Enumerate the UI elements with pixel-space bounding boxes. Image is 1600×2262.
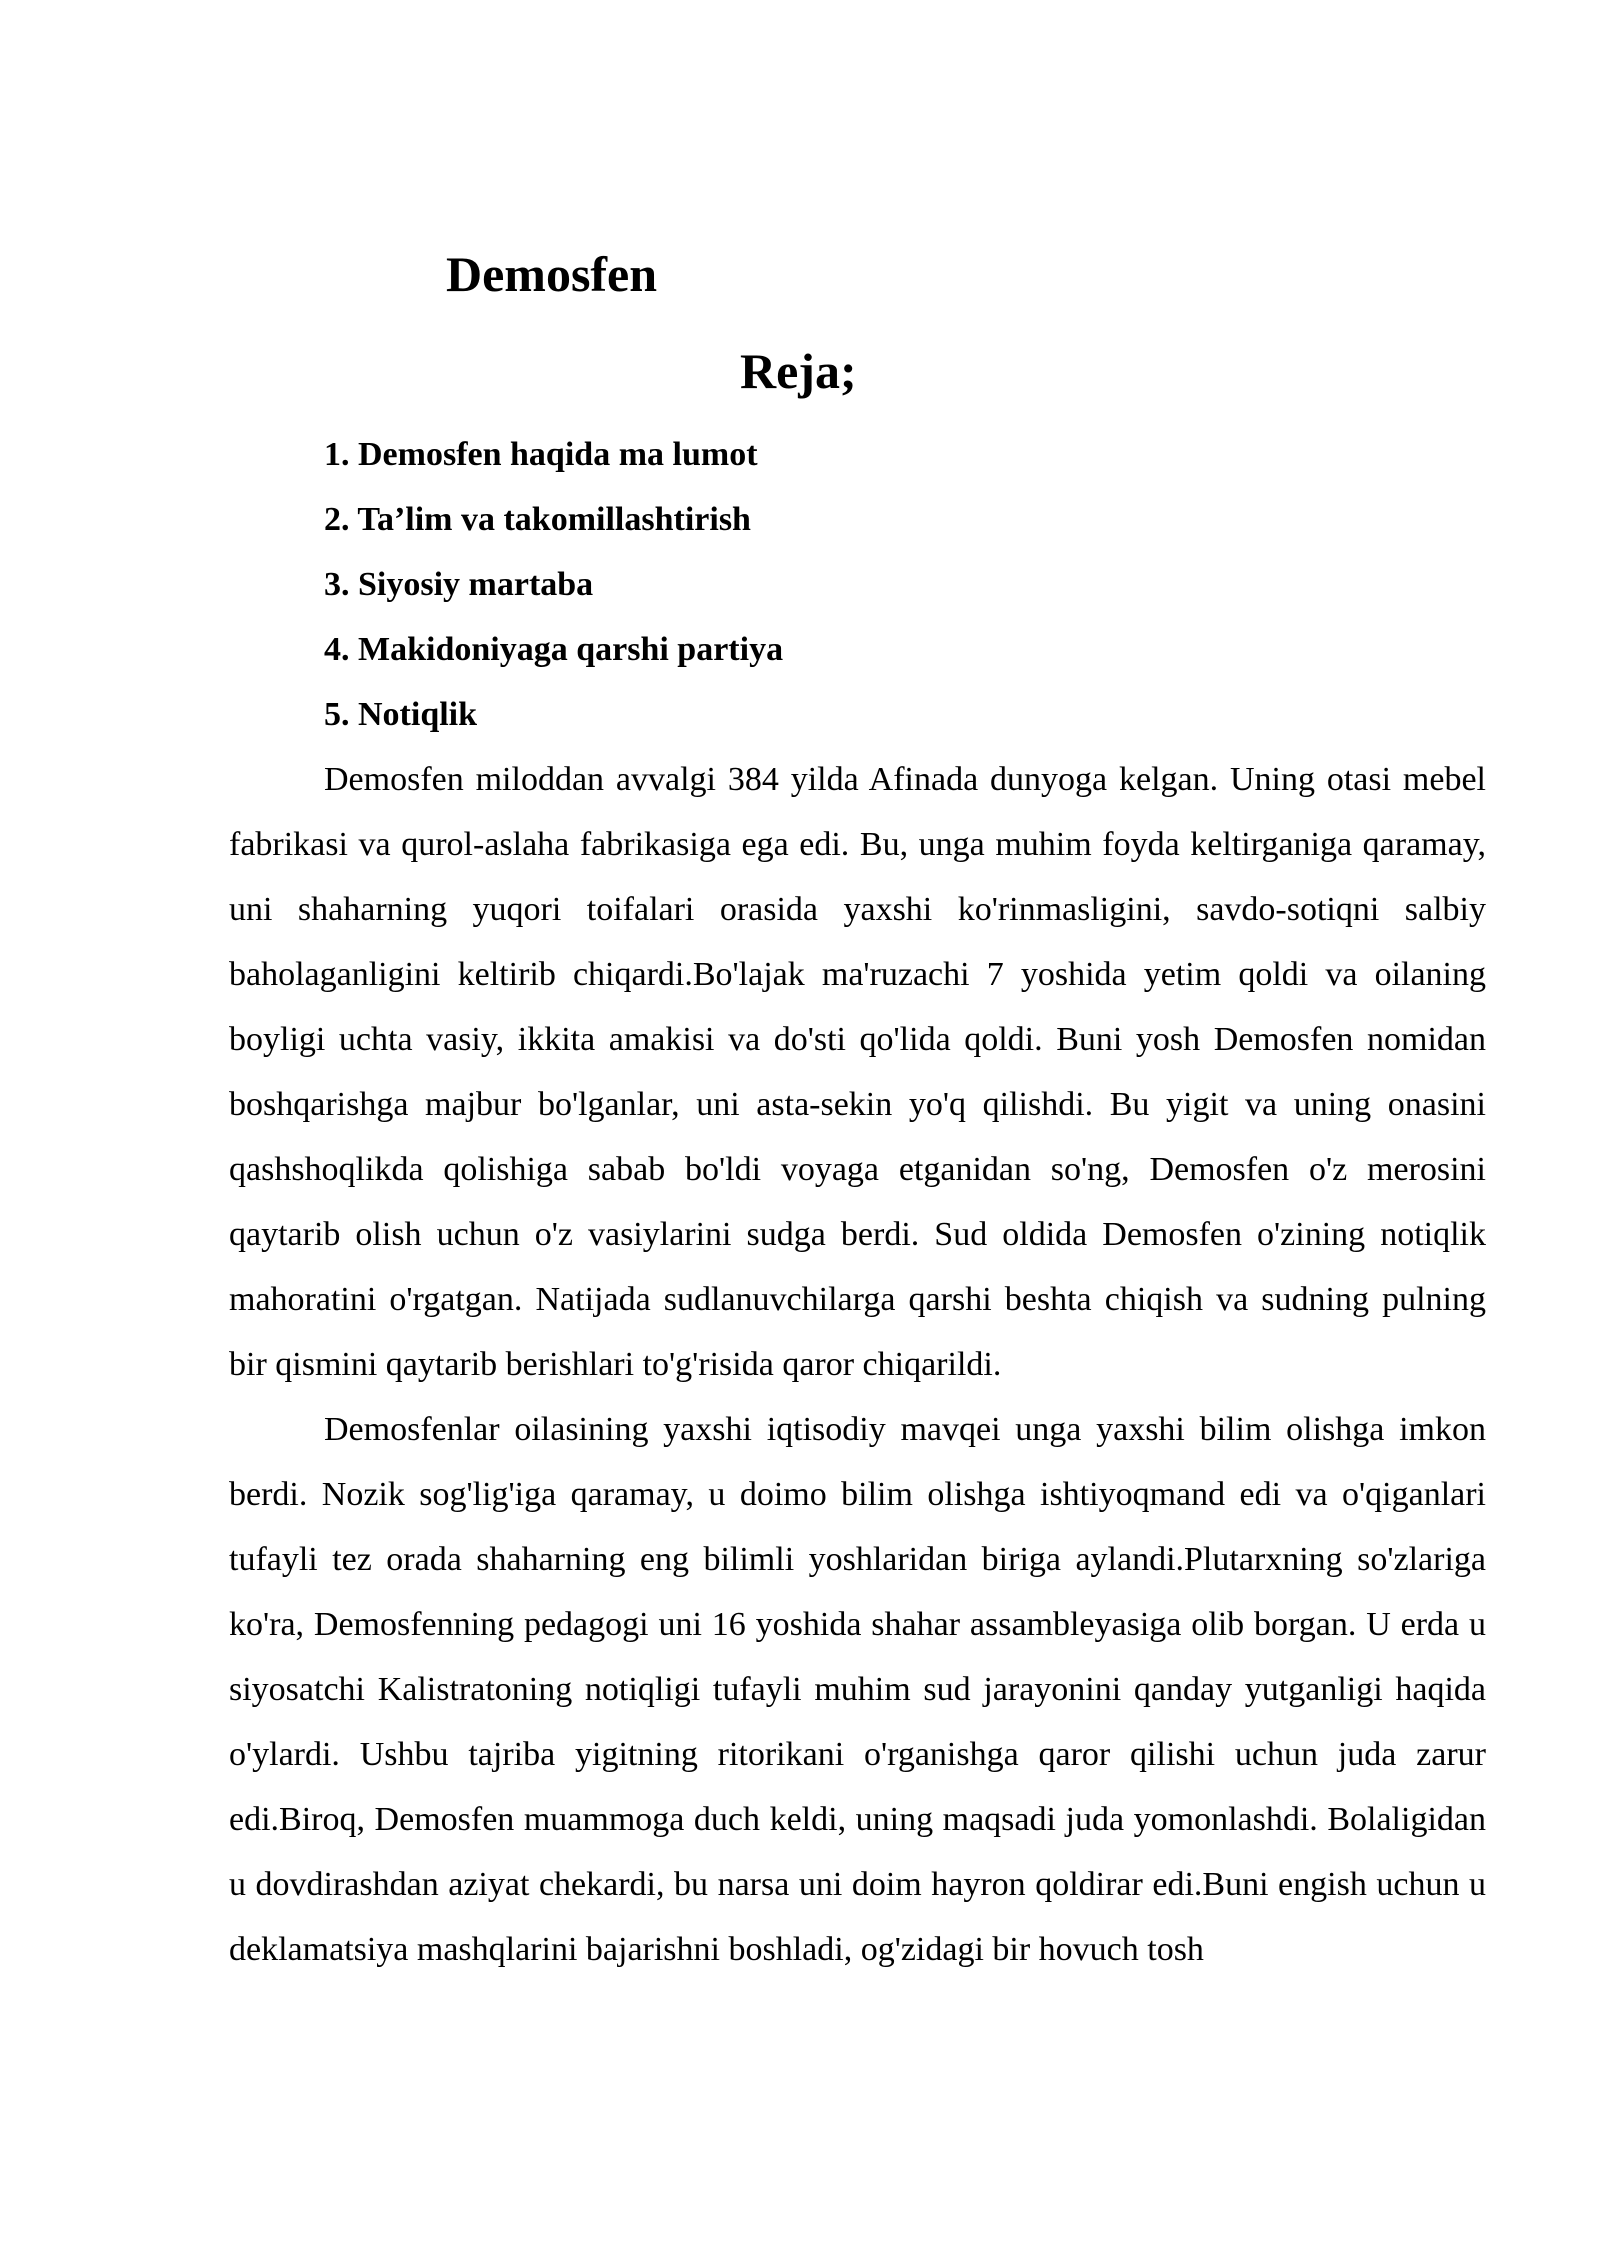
plan-item: 3. Siyosiy martaba — [324, 566, 594, 603]
plan-heading: Reja; — [740, 343, 857, 399]
plan-item: 2. Ta’lim va takomillashtirish — [324, 501, 751, 538]
paragraph: Demosfenlar oilasining yaxshi iqtisodiy mavqei unga yaxshi bilim olishga imkon berdi. Nozik sog'lig'iga qaramay, u doimo bilim olishga ishtiyoqmand edi va o'qiganlari tufayli tez orada shaharning eng bilimli yoshlaridan biriga aylandi.Plutarxning so'zlariga ko'ra, Demosfenning pedagogi uni 16 yoshida shahar assambleyasiga olib borgan. U erda u siyosatchi Kalistratoning notiqligi tufayli muhim sud jarayonini qanday yutganligi haqida o'ylardi. Ushbu tajriba yigitning ritorikani o'rganishga qaror qilishi uchun juda zarur edi.Biroq, Demosfen muammoga duch keldi, uning maqsadi juda yomonlashdi. Bolaligidan u dovdirashdan aziyat chekardi, bu narsa uni doim hayron qoldirar edi.Buni engish uchun u deklamatsiya mashqlarini bajarishni boshladi, og'zidagi bir hovuch tosh — [229, 1411, 1486, 1968]
body-text — [229, 747, 1486, 1982]
plan-item: 1. Demosfen haqida ma lumot — [324, 436, 758, 473]
plan-item: 4. Makidoniyaga qarshi partiya — [324, 631, 784, 668]
plan-list — [324, 422, 783, 747]
document-title: Demosfen — [446, 246, 658, 302]
paragraph: Demosfen miloddan avvalgi 384 yilda Afinada dunyoga kelgan. Uning otasi mebel fabrikasi va qurol-aslaha fabrikasiga ega edi. Bu, unga muhim foyda keltirganiga qaramay, uni shaharning yuqori toifalari orasida yaxshi ko'rinmasligini, savdo-sotiqni salbiy baholaganligini keltirib chiqardi.Bo'lajak ma'ruzachi 7 yoshida yetim qoldi va oilaning boyligi uchta vasiy, ikkita amakisi va do'sti qo'lida qoldi. Buni yosh Demosfen nomidan boshqarishga majbur bo'lganlar, uni asta-sekin yo'q qilishdi. Bu yigit va uning onasini qashshoqlikda qolishiga sabab bo'ldi voyaga etganidan so'ng, Demosfen o'z merosini qaytarib olish uchun o'z vasiylarini sudga berdi. Sud oldida Demosfen o'zining notiqlik mahoratini o'rgatgan. Natijada sudlanuvchilarga qarshi beshta chiqish va sudning pulning bir qismini qaytarib berishlari to'g'risida qaror chiqarildi. — [229, 761, 1486, 1383]
plan-item: 5. Notiqlik — [324, 696, 478, 733]
